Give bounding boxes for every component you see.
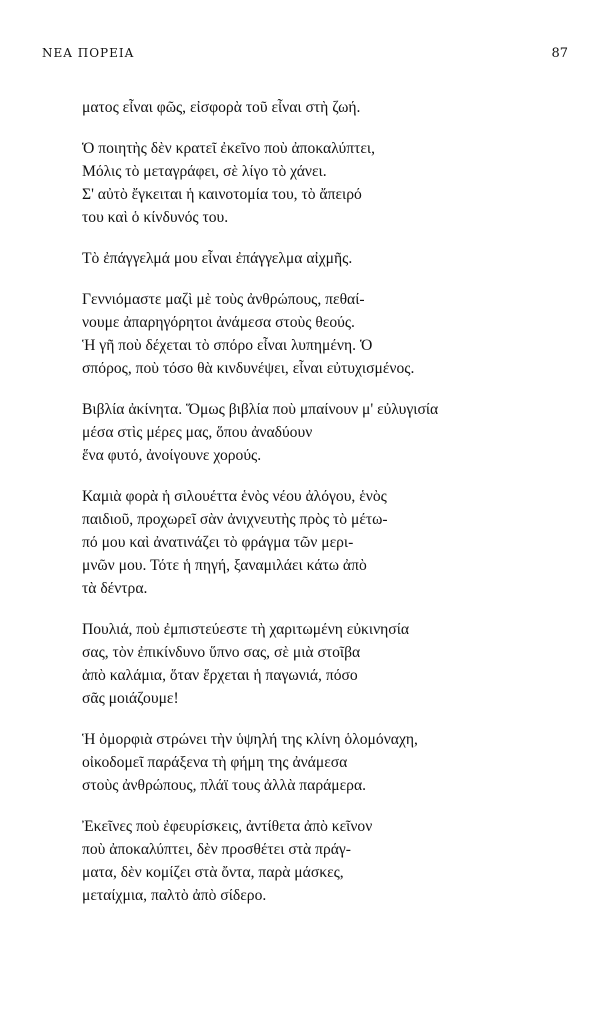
text-line: ματα, δὲν κομίζει στὰ ὄντα, παρὰ μάσκες, <box>82 864 344 881</box>
text-line: ἕνα φυτό, ἀνοίγουνε χορούς. <box>82 447 262 464</box>
text-line: Ἡ γῆ ποὺ δέχεται τὸ σπόρο εἶναι λυπημένη. Ὁ <box>82 337 373 354</box>
text-line: Μόλις τὸ μεταγράφει, σὲ λίγο τὸ χάνει. <box>82 163 327 180</box>
text-line: μεταίχμια, παλτὸ ἀπὸ σίδερο. <box>82 887 267 904</box>
paragraph <box>82 618 582 710</box>
paragraph <box>82 96 582 119</box>
text-line: Καμιὰ φορὰ ἡ σιλουέττα ἑνὸς νέου ἀλόγου, ἑνὸς <box>82 488 387 505</box>
paragraph <box>82 398 582 467</box>
page-number: 87 <box>551 46 568 61</box>
text-line: Τὸ ἐπάγγελμά μου εἶναι ἐπάγγελμα αἰχμῆς. <box>82 250 353 267</box>
text-line: Ἐκεῖνες ποὺ ἐφευρίσκεις, ἀντίθετα ἀπὸ κεῖνον <box>82 818 373 835</box>
text-line: Βιβλία ἀκίνητα. Ὅμως βιβλία ποὺ μπαίνουν μ' εὐλυγισία <box>82 401 439 418</box>
paragraph <box>82 728 582 797</box>
running-head: ΝΕΑ ΠΟΡΕΙΑ <box>42 46 135 60</box>
text-line: οἰκοδομεῖ παράξενα τὴ φήμη της ἀνάμεσα <box>82 754 348 771</box>
text-line: στοὺς ἀνθρώπους, πλάϊ τους ἀλλὰ παράμερα. <box>82 777 367 794</box>
paragraph <box>82 137 582 229</box>
text-line: σπόρος, ποὺ τόσο θὰ κινδυνέψει, εἶναι εὐτυχισμένος. <box>82 360 415 377</box>
paragraph <box>82 288 582 380</box>
paragraph <box>82 815 582 907</box>
poem-text <box>82 96 582 925</box>
page-header <box>42 46 568 66</box>
text-line: του καὶ ὁ κίνδυνός του. <box>82 209 229 226</box>
text-line: Ὁ ποιητὴς δὲν κρατεῖ ἐκεῖνο ποὺ ἀποκαλύπτει, <box>82 140 376 157</box>
text-line: Ἡ ὀμορφιὰ στρώνει τὴν ὑψηλή της κλίνη ὁλομόναχη, <box>82 731 418 748</box>
text-line: νουμε ἀπαρηγόρητοι ἀνάμεσα στοὺς θεούς. <box>82 314 355 331</box>
text-line: ματος εἶναι φῶς, εἰσφορὰ τοῦ εἶναι στὴ ζωή. <box>82 99 361 116</box>
text-line: Πουλιά, ποὺ ἐμπιστεύεστε τὴ χαριτωμένη εὐκινησία <box>82 621 410 638</box>
text-line: παιδιοῦ, προχωρεῖ σὰν ἀνιχνευτὴς πρὸς τὸ μέτω- <box>82 511 388 528</box>
paragraph <box>82 485 582 600</box>
text-line: σᾶς μοιάζουμε! <box>82 690 179 707</box>
text-line: τὰ δέντρα. <box>82 580 148 597</box>
text-line: πό μου καὶ ἀνατινάζει τὸ φράγμα τῶν μερι- <box>82 534 354 551</box>
text-line: μέσα στὶς μέρες μας, ὅπου ἀναδύουν <box>82 424 313 441</box>
text-line: Σ' αὐτὸ ἔγκειται ἡ καινοτομία του, τὸ ἄπειρό <box>82 186 362 203</box>
text-line: ἀπὸ καλάμια, ὅταν ἔρχεται ἡ παγωνιά, πόσο <box>82 667 358 684</box>
text-line: σας, τὸν ἐπικίνδυνο ὕπνο σας, σὲ μιὰ στοῖβα <box>82 644 361 661</box>
paragraph <box>82 247 582 270</box>
text-line: ποὺ ἀποκαλύπτει, δὲν προσθέτει στὰ πράγ- <box>82 841 351 858</box>
text-line: μνῶν μου. Τότε ἡ πηγή, ξαναμιλάει κάτω ἀπὸ <box>82 557 367 574</box>
text-line: Γεννιόμαστε μαζὶ μὲ τοὺς ἀνθρώπους, πεθαί- <box>82 291 365 308</box>
